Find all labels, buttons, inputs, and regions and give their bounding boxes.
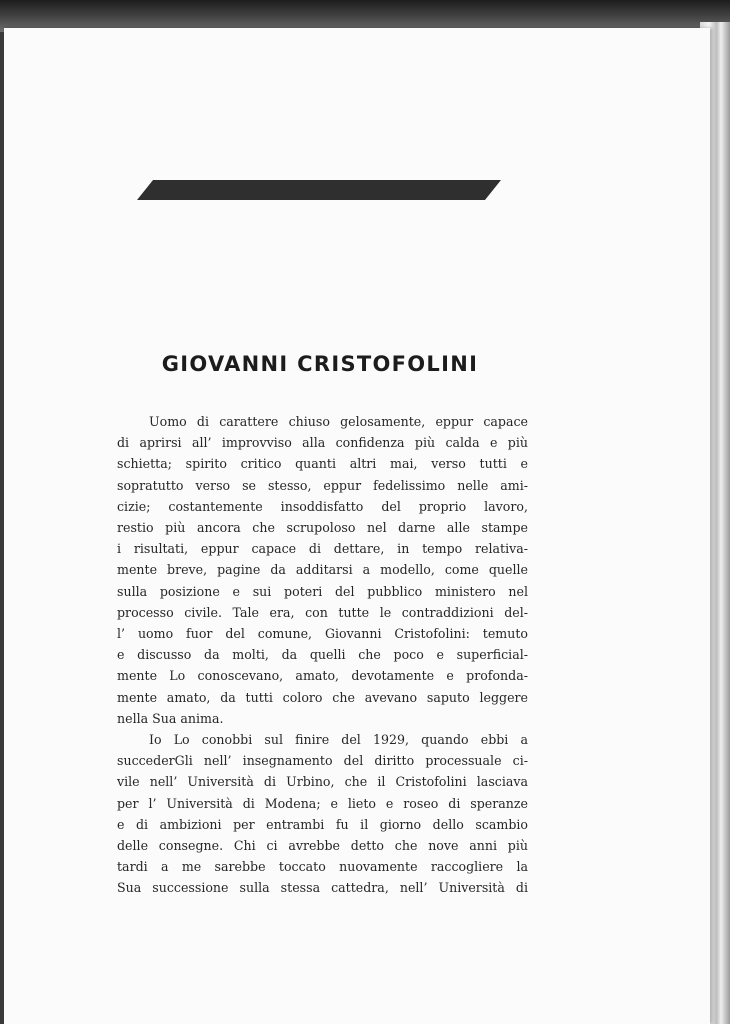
text-line: sulla posizione e sui poteri del pubblico ministero nel [117, 583, 528, 599]
text-line: l’ uomo fuor del comune, Giovanni Cristofolini: temuto [117, 626, 528, 642]
text-line: mente Lo conoscevano, amato, devotamente e profonda- [117, 668, 528, 684]
text-line: per l’ Università di Modena; e lieto e roseo di speranze [117, 795, 528, 811]
text-line: mente breve, pagine da additarsi a modello, come quelle [117, 562, 528, 578]
page-title: GIOVANNI CRISTOFOLINI [161, 352, 479, 376]
decorative-banner-bar [137, 180, 501, 200]
text-line: succederGli nell’ insegnamento del diritto processuale ci- [117, 753, 528, 769]
text-line: nella Sua anima. [117, 710, 224, 726]
body-text [117, 411, 528, 899]
text-line: schietta; spirito critico quanti altri mai, verso tutti e [117, 456, 528, 472]
text-line: i risultati, eppur capace di dettare, in tempo relativa- [117, 541, 528, 557]
text-line: sopratutto verso se stesso, eppur fedelissimo nelle ami- [117, 477, 528, 493]
book-page [4, 28, 710, 1024]
text-line: e discusso da molti, da quelli che poco e superficial- [117, 647, 528, 663]
text-line: vile nell’ Università di Urbino, che il Cristofolini lasciava [117, 774, 528, 790]
text-line: di aprirsi all’ improvviso alla confidenza più calda e più [117, 435, 528, 451]
text-line: Uomo di carattere chiuso gelosamente, eppur capace [149, 414, 528, 429]
text-line: e di ambizioni per entrambi fu il giorno dello scambio [117, 816, 528, 832]
text-line: mente amato, da tutti coloro che avevano saputo leggere [117, 689, 528, 705]
text-line: cizie; costantemente insoddisfatto del proprio lavoro, [117, 498, 528, 514]
text-line: restio più ancora che scrupoloso nel darne alle stampe [117, 520, 528, 536]
text-line: delle consegne. Chi ci avrebbe detto che nove anni più [117, 838, 528, 854]
text-line: processo civile. Tale era, con tutte le contraddizioni del- [117, 604, 528, 620]
text-line: Io Lo conobbi sul finire del 1929, quando ebbi a [149, 732, 528, 748]
text-line: Sua successione sulla stessa cattedra, nell’ Università di [117, 880, 528, 896]
text-line: tardi a me sarebbe toccato nuovamente raccogliere la [117, 859, 528, 875]
